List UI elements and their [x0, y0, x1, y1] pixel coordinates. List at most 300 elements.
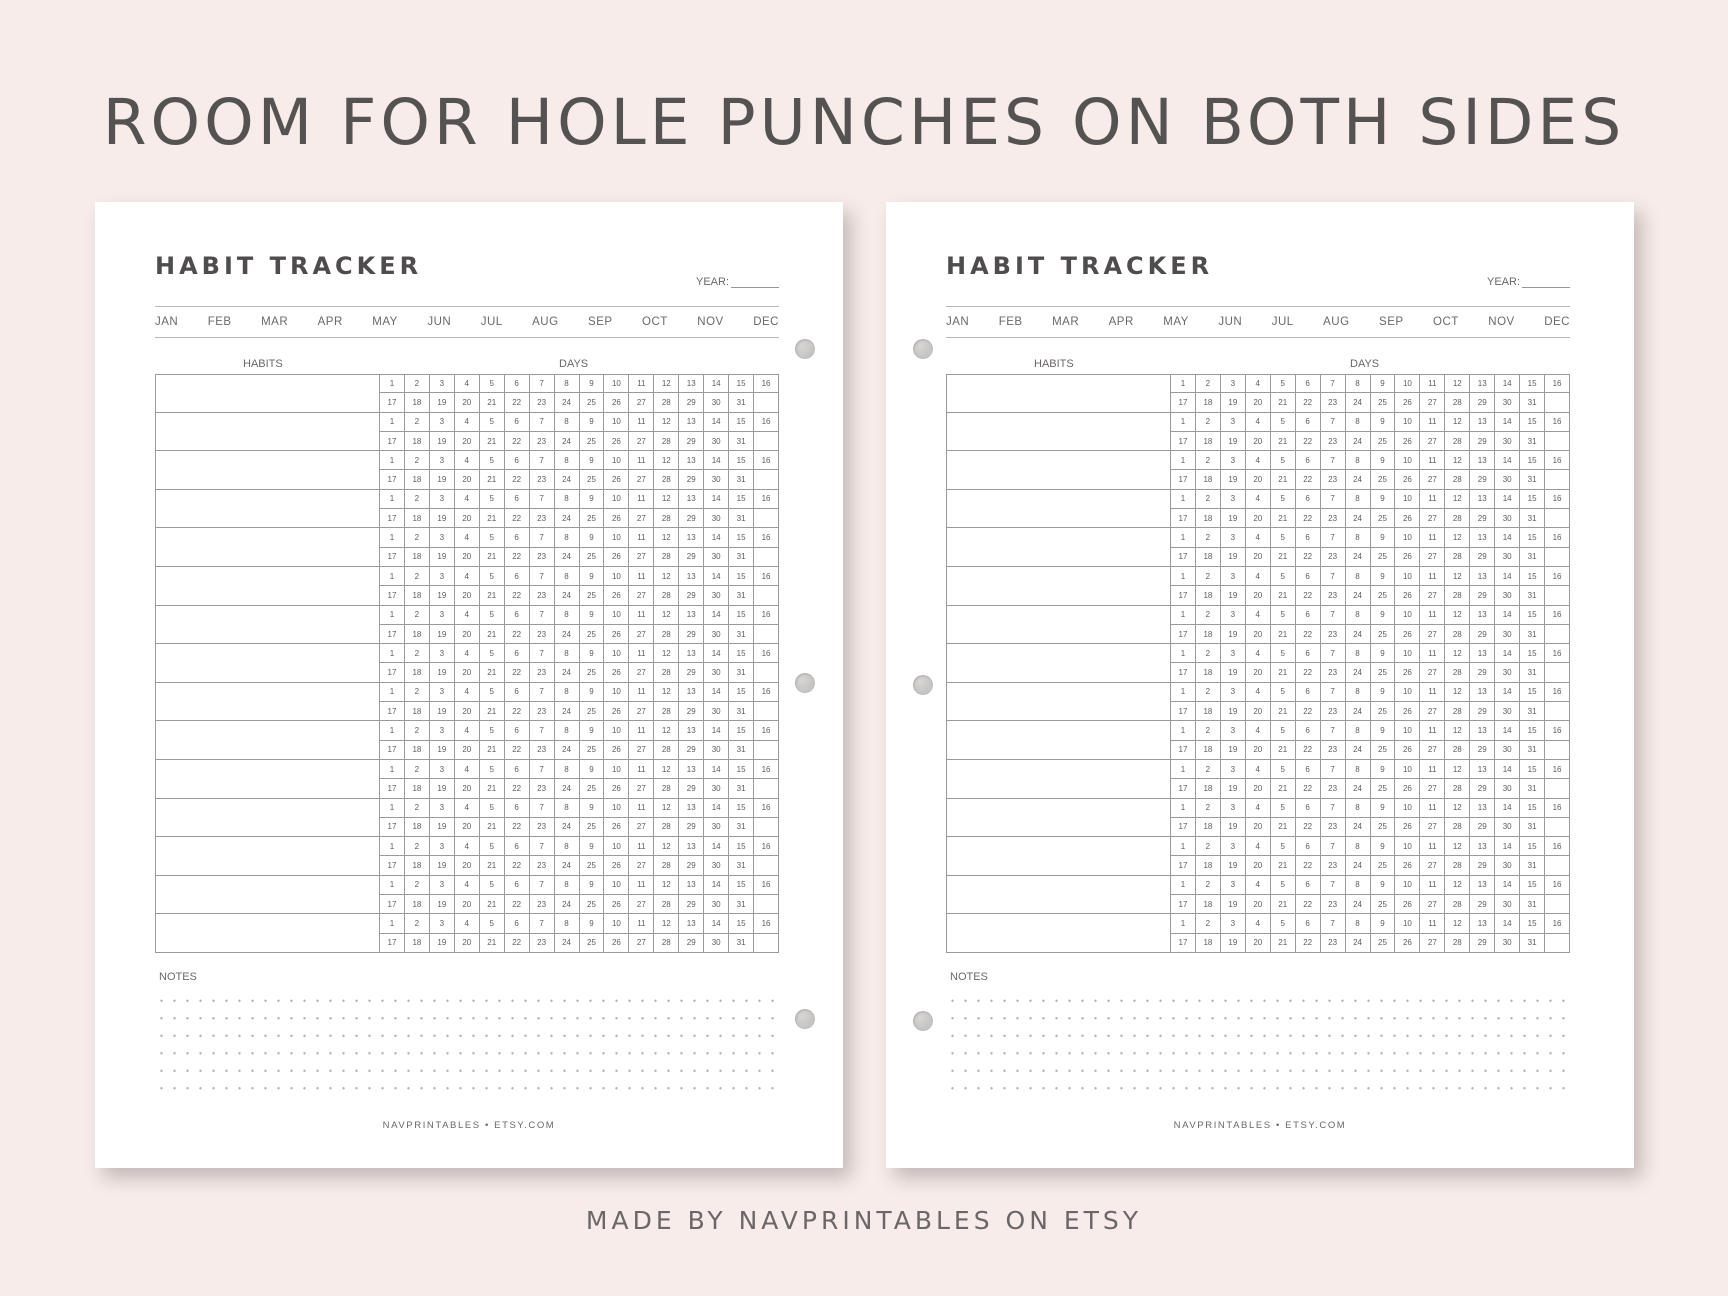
day-cell[interactable]: 26 — [603, 702, 628, 721]
day-cell[interactable]: 1 — [1170, 760, 1195, 779]
day-cell[interactable]: 19 — [1220, 432, 1245, 451]
day-cell[interactable]: 12 — [1444, 721, 1469, 740]
day-cell[interactable] — [753, 702, 779, 721]
day-cell[interactable]: 17 — [1170, 432, 1195, 451]
day-cell[interactable]: 22 — [1295, 895, 1320, 914]
day-cell[interactable]: 7 — [529, 914, 554, 933]
day-cell[interactable] — [753, 741, 779, 760]
day-cell[interactable]: 10 — [603, 644, 628, 663]
day-cell[interactable]: 22 — [1295, 432, 1320, 451]
day-cell[interactable]: 21 — [479, 586, 504, 605]
day-cell[interactable]: 15 — [1519, 837, 1544, 856]
day-cell[interactable]: 12 — [653, 721, 678, 740]
day-cell[interactable]: 11 — [628, 914, 653, 933]
day-cell[interactable]: 28 — [653, 625, 678, 644]
day-cell[interactable]: 22 — [504, 432, 529, 451]
day-cell[interactable]: 21 — [1270, 432, 1295, 451]
day-cell[interactable]: 12 — [653, 683, 678, 702]
day-cell[interactable]: 13 — [678, 528, 703, 547]
day-cell[interactable]: 26 — [1394, 741, 1419, 760]
day-cell[interactable] — [753, 470, 779, 489]
day-cell[interactable]: 10 — [1394, 413, 1419, 432]
day-cell[interactable]: 8 — [1345, 799, 1370, 818]
day-cell[interactable] — [1544, 393, 1570, 412]
day-cell[interactable]: 22 — [1295, 818, 1320, 837]
day-cell[interactable]: 1 — [379, 567, 404, 586]
day-cell[interactable]: 28 — [1444, 470, 1469, 489]
day-cell[interactable]: 4 — [454, 721, 479, 740]
day-cell[interactable]: 19 — [1220, 586, 1245, 605]
day-cell[interactable]: 22 — [1295, 856, 1320, 875]
day-cell[interactable]: 23 — [1320, 548, 1345, 567]
habit-name-cell[interactable] — [946, 644, 1170, 683]
day-cell[interactable]: 21 — [479, 470, 504, 489]
day-cell[interactable]: 25 — [579, 625, 604, 644]
day-cell[interactable]: 10 — [603, 799, 628, 818]
day-cell[interactable]: 14 — [703, 451, 728, 470]
day-cell[interactable]: 7 — [1320, 644, 1345, 663]
day-cell[interactable]: 18 — [404, 934, 429, 953]
day-cell[interactable]: 2 — [1195, 567, 1220, 586]
day-cell[interactable]: 26 — [603, 663, 628, 682]
day-cell[interactable]: 16 — [1544, 799, 1570, 818]
day-cell[interactable]: 27 — [1419, 470, 1444, 489]
day-cell[interactable]: 4 — [1245, 413, 1270, 432]
day-cell[interactable]: 6 — [504, 876, 529, 895]
day-cell[interactable]: 25 — [1370, 895, 1395, 914]
day-cell[interactable]: 6 — [1295, 606, 1320, 625]
day-cell[interactable]: 6 — [1295, 721, 1320, 740]
day-cell[interactable]: 5 — [479, 451, 504, 470]
habit-name-cell[interactable] — [155, 914, 379, 953]
day-cell[interactable]: 22 — [504, 509, 529, 528]
day-cell[interactable]: 3 — [1220, 528, 1245, 547]
day-cell[interactable]: 12 — [1444, 760, 1469, 779]
day-cell[interactable]: 6 — [1295, 683, 1320, 702]
day-cell[interactable]: 14 — [1494, 413, 1519, 432]
day-cell[interactable]: 30 — [703, 470, 728, 489]
day-cell[interactable]: 22 — [1295, 548, 1320, 567]
day-cell[interactable]: 25 — [1370, 934, 1395, 953]
day-cell[interactable]: 2 — [1195, 606, 1220, 625]
day-cell[interactable]: 14 — [1494, 760, 1519, 779]
day-cell[interactable]: 3 — [1220, 760, 1245, 779]
month-nov[interactable]: NOV — [697, 316, 724, 328]
day-cell[interactable]: 11 — [1419, 606, 1444, 625]
day-cell[interactable]: 22 — [504, 625, 529, 644]
day-cell[interactable]: 28 — [1444, 934, 1469, 953]
day-cell[interactable]: 14 — [703, 374, 728, 393]
day-cell[interactable]: 7 — [529, 876, 554, 895]
day-cell[interactable]: 3 — [1220, 374, 1245, 393]
day-cell[interactable]: 9 — [579, 760, 604, 779]
day-cell[interactable]: 27 — [628, 625, 653, 644]
day-cell[interactable]: 20 — [454, 625, 479, 644]
day-cell[interactable] — [753, 779, 779, 798]
day-cell[interactable]: 16 — [753, 451, 779, 470]
month-aug[interactable]: AUG — [532, 316, 559, 328]
day-cell[interactable]: 14 — [703, 644, 728, 663]
day-cell[interactable]: 9 — [579, 799, 604, 818]
day-cell[interactable]: 23 — [1320, 663, 1345, 682]
day-cell[interactable]: 14 — [703, 914, 728, 933]
day-cell[interactable]: 29 — [1469, 509, 1494, 528]
day-cell[interactable]: 27 — [1419, 856, 1444, 875]
day-cell[interactable]: 20 — [1245, 432, 1270, 451]
day-cell[interactable]: 12 — [653, 490, 678, 509]
day-cell[interactable]: 24 — [1345, 663, 1370, 682]
day-cell[interactable]: 13 — [1469, 683, 1494, 702]
day-cell[interactable]: 6 — [504, 760, 529, 779]
day-cell[interactable]: 22 — [504, 856, 529, 875]
day-cell[interactable]: 18 — [404, 432, 429, 451]
day-cell[interactable]: 24 — [554, 741, 579, 760]
day-cell[interactable]: 16 — [753, 567, 779, 586]
day-cell[interactable]: 22 — [504, 586, 529, 605]
day-cell[interactable]: 5 — [479, 799, 504, 818]
day-cell[interactable]: 29 — [678, 548, 703, 567]
day-cell[interactable]: 6 — [504, 490, 529, 509]
day-cell[interactable] — [1544, 856, 1570, 875]
day-cell[interactable]: 11 — [628, 413, 653, 432]
day-cell[interactable]: 8 — [554, 451, 579, 470]
day-cell[interactable]: 14 — [1494, 374, 1519, 393]
day-cell[interactable]: 8 — [554, 914, 579, 933]
day-cell[interactable]: 19 — [429, 432, 454, 451]
day-cell[interactable]: 13 — [1469, 490, 1494, 509]
day-cell[interactable]: 9 — [1370, 567, 1395, 586]
day-cell[interactable]: 14 — [1494, 451, 1519, 470]
day-cell[interactable] — [1544, 779, 1570, 798]
month-nov[interactable]: NOV — [1488, 316, 1515, 328]
day-cell[interactable]: 21 — [479, 741, 504, 760]
day-cell[interactable]: 31 — [1519, 432, 1544, 451]
day-cell[interactable]: 17 — [1170, 509, 1195, 528]
day-cell[interactable]: 18 — [404, 625, 429, 644]
day-cell[interactable]: 17 — [379, 702, 404, 721]
day-cell[interactable]: 28 — [1444, 432, 1469, 451]
day-cell[interactable]: 14 — [703, 683, 728, 702]
day-cell[interactable]: 25 — [1370, 779, 1395, 798]
day-cell[interactable]: 22 — [504, 779, 529, 798]
day-cell[interactable]: 24 — [554, 586, 579, 605]
day-cell[interactable]: 4 — [454, 876, 479, 895]
day-cell[interactable]: 30 — [703, 741, 728, 760]
day-cell[interactable]: 31 — [1519, 586, 1544, 605]
day-cell[interactable]: 25 — [1370, 432, 1395, 451]
day-cell[interactable]: 31 — [728, 895, 753, 914]
day-cell[interactable]: 13 — [1469, 644, 1494, 663]
day-cell[interactable]: 16 — [753, 683, 779, 702]
day-cell[interactable]: 26 — [1394, 856, 1419, 875]
day-cell[interactable]: 22 — [1295, 470, 1320, 489]
day-cell[interactable]: 6 — [504, 606, 529, 625]
day-cell[interactable]: 25 — [579, 548, 604, 567]
day-cell[interactable]: 28 — [1444, 663, 1469, 682]
day-cell[interactable]: 22 — [1295, 393, 1320, 412]
day-cell[interactable]: 12 — [1444, 490, 1469, 509]
day-cell[interactable]: 20 — [454, 779, 479, 798]
day-cell[interactable]: 10 — [1394, 451, 1419, 470]
day-cell[interactable]: 9 — [579, 451, 604, 470]
day-cell[interactable]: 10 — [1394, 876, 1419, 895]
day-cell[interactable]: 23 — [1320, 470, 1345, 489]
day-cell[interactable]: 1 — [1170, 374, 1195, 393]
day-cell[interactable]: 26 — [1394, 895, 1419, 914]
day-cell[interactable]: 21 — [479, 818, 504, 837]
day-cell[interactable]: 19 — [1220, 702, 1245, 721]
day-cell[interactable]: 6 — [504, 413, 529, 432]
day-cell[interactable] — [1544, 470, 1570, 489]
day-cell[interactable]: 8 — [554, 644, 579, 663]
day-cell[interactable]: 6 — [1295, 799, 1320, 818]
day-cell[interactable]: 25 — [1370, 586, 1395, 605]
habit-name-cell[interactable] — [155, 644, 379, 683]
day-cell[interactable]: 4 — [454, 528, 479, 547]
day-cell[interactable]: 16 — [753, 413, 779, 432]
month-sep[interactable]: SEP — [588, 316, 613, 328]
day-cell[interactable]: 1 — [1170, 799, 1195, 818]
day-cell[interactable]: 28 — [653, 702, 678, 721]
day-cell[interactable]: 15 — [728, 799, 753, 818]
day-cell[interactable] — [1544, 432, 1570, 451]
month-oct[interactable]: OCT — [642, 316, 668, 328]
month-jan[interactable]: JAN — [155, 316, 179, 328]
day-cell[interactable]: 25 — [579, 470, 604, 489]
day-cell[interactable]: 15 — [1519, 490, 1544, 509]
day-cell[interactable]: 8 — [1345, 528, 1370, 547]
day-cell[interactable]: 14 — [703, 799, 728, 818]
day-cell[interactable]: 27 — [628, 741, 653, 760]
day-cell[interactable]: 1 — [1170, 528, 1195, 547]
day-cell[interactable]: 3 — [1220, 799, 1245, 818]
day-cell[interactable]: 26 — [603, 586, 628, 605]
day-cell[interactable]: 25 — [1370, 741, 1395, 760]
day-cell[interactable]: 11 — [1419, 683, 1444, 702]
day-cell[interactable]: 19 — [1220, 895, 1245, 914]
day-cell[interactable]: 16 — [753, 760, 779, 779]
day-cell[interactable]: 31 — [1519, 663, 1544, 682]
day-cell[interactable]: 10 — [603, 721, 628, 740]
day-cell[interactable]: 15 — [1519, 876, 1544, 895]
day-cell[interactable]: 11 — [1419, 413, 1444, 432]
day-cell[interactable]: 12 — [653, 606, 678, 625]
day-cell[interactable]: 16 — [753, 606, 779, 625]
habit-name-cell[interactable] — [946, 914, 1170, 953]
day-cell[interactable]: 1 — [379, 374, 404, 393]
day-cell[interactable]: 4 — [454, 683, 479, 702]
habit-name-cell[interactable] — [946, 451, 1170, 490]
day-cell[interactable]: 10 — [1394, 528, 1419, 547]
day-cell[interactable]: 16 — [1544, 914, 1570, 933]
day-cell[interactable]: 20 — [1245, 625, 1270, 644]
day-cell[interactable]: 8 — [554, 799, 579, 818]
day-cell[interactable]: 21 — [1270, 934, 1295, 953]
day-cell[interactable]: 25 — [579, 702, 604, 721]
day-cell[interactable]: 11 — [628, 451, 653, 470]
day-cell[interactable]: 3 — [1220, 683, 1245, 702]
day-cell[interactable]: 5 — [1270, 876, 1295, 895]
day-cell[interactable]: 7 — [1320, 490, 1345, 509]
day-cell[interactable]: 12 — [1444, 528, 1469, 547]
day-cell[interactable]: 26 — [603, 856, 628, 875]
day-cell[interactable]: 31 — [1519, 934, 1544, 953]
day-cell[interactable]: 23 — [529, 779, 554, 798]
day-cell[interactable]: 21 — [1270, 548, 1295, 567]
day-cell[interactable]: 9 — [579, 683, 604, 702]
day-cell[interactable]: 2 — [404, 837, 429, 856]
day-cell[interactable]: 22 — [1295, 625, 1320, 644]
day-cell[interactable]: 20 — [454, 509, 479, 528]
day-cell[interactable]: 2 — [1195, 451, 1220, 470]
day-cell[interactable]: 22 — [1295, 779, 1320, 798]
day-cell[interactable]: 24 — [554, 625, 579, 644]
day-cell[interactable]: 21 — [1270, 470, 1295, 489]
habit-name-cell[interactable] — [155, 721, 379, 760]
day-cell[interactable]: 16 — [753, 837, 779, 856]
day-cell[interactable]: 16 — [1544, 451, 1570, 470]
day-cell[interactable]: 22 — [504, 895, 529, 914]
day-cell[interactable]: 22 — [504, 548, 529, 567]
day-cell[interactable]: 6 — [504, 451, 529, 470]
day-cell[interactable]: 3 — [429, 721, 454, 740]
month-apr[interactable]: APR — [317, 316, 343, 328]
day-cell[interactable]: 4 — [1245, 644, 1270, 663]
day-cell[interactable]: 29 — [678, 432, 703, 451]
day-cell[interactable]: 24 — [1345, 393, 1370, 412]
day-cell[interactable]: 4 — [454, 413, 479, 432]
day-cell[interactable]: 17 — [379, 625, 404, 644]
day-cell[interactable]: 3 — [429, 876, 454, 895]
day-cell[interactable]: 5 — [479, 413, 504, 432]
day-cell[interactable]: 2 — [1195, 644, 1220, 663]
day-cell[interactable]: 1 — [1170, 567, 1195, 586]
day-cell[interactable]: 4 — [1245, 606, 1270, 625]
day-cell[interactable]: 31 — [728, 741, 753, 760]
day-cell[interactable]: 10 — [603, 914, 628, 933]
day-cell[interactable]: 8 — [1345, 490, 1370, 509]
day-cell[interactable]: 15 — [728, 837, 753, 856]
day-cell[interactable]: 26 — [1394, 393, 1419, 412]
day-cell[interactable]: 19 — [1220, 548, 1245, 567]
day-cell[interactable]: 27 — [1419, 625, 1444, 644]
day-cell[interactable]: 15 — [728, 914, 753, 933]
day-cell[interactable]: 16 — [753, 374, 779, 393]
day-cell[interactable]: 10 — [603, 876, 628, 895]
day-cell[interactable]: 9 — [579, 837, 604, 856]
day-cell[interactable]: 6 — [1295, 914, 1320, 933]
day-cell[interactable]: 15 — [728, 721, 753, 740]
day-cell[interactable]: 18 — [404, 663, 429, 682]
day-cell[interactable]: 8 — [1345, 683, 1370, 702]
day-cell[interactable]: 26 — [1394, 509, 1419, 528]
day-cell[interactable]: 24 — [1345, 818, 1370, 837]
day-cell[interactable]: 5 — [1270, 451, 1295, 470]
day-cell[interactable]: 16 — [753, 799, 779, 818]
day-cell[interactable]: 13 — [678, 837, 703, 856]
habit-name-cell[interactable] — [946, 799, 1170, 838]
day-cell[interactable]: 4 — [1245, 490, 1270, 509]
day-cell[interactable]: 2 — [1195, 760, 1220, 779]
day-cell[interactable]: 18 — [1195, 856, 1220, 875]
day-cell[interactable]: 27 — [1419, 741, 1444, 760]
day-cell[interactable]: 23 — [1320, 818, 1345, 837]
day-cell[interactable]: 7 — [1320, 567, 1345, 586]
day-cell[interactable]: 28 — [653, 470, 678, 489]
day-cell[interactable]: 23 — [529, 625, 554, 644]
habit-name-cell[interactable] — [946, 374, 1170, 413]
month-feb[interactable]: FEB — [998, 316, 1023, 328]
day-cell[interactable]: 9 — [1370, 721, 1395, 740]
day-cell[interactable]: 28 — [653, 895, 678, 914]
day-cell[interactable]: 17 — [1170, 393, 1195, 412]
day-cell[interactable]: 11 — [1419, 451, 1444, 470]
day-cell[interactable]: 14 — [703, 490, 728, 509]
day-cell[interactable]: 3 — [1220, 413, 1245, 432]
day-cell[interactable]: 14 — [1494, 606, 1519, 625]
day-cell[interactable]: 28 — [653, 663, 678, 682]
day-cell[interactable]: 10 — [1394, 606, 1419, 625]
day-cell[interactable]: 18 — [404, 895, 429, 914]
day-cell[interactable]: 30 — [1494, 470, 1519, 489]
day-cell[interactable] — [753, 934, 779, 953]
habit-name-cell[interactable] — [946, 876, 1170, 915]
day-cell[interactable]: 28 — [1444, 779, 1469, 798]
day-cell[interactable]: 28 — [1444, 509, 1469, 528]
day-cell[interactable]: 24 — [1345, 702, 1370, 721]
day-cell[interactable]: 13 — [1469, 876, 1494, 895]
day-cell[interactable]: 23 — [1320, 586, 1345, 605]
day-cell[interactable]: 8 — [1345, 451, 1370, 470]
day-cell[interactable]: 23 — [1320, 509, 1345, 528]
day-cell[interactable]: 31 — [1519, 625, 1544, 644]
day-cell[interactable]: 30 — [1494, 393, 1519, 412]
day-cell[interactable]: 18 — [1195, 432, 1220, 451]
day-cell[interactable]: 29 — [1469, 818, 1494, 837]
day-cell[interactable]: 8 — [1345, 567, 1370, 586]
day-cell[interactable]: 16 — [1544, 644, 1570, 663]
day-cell[interactable]: 30 — [703, 393, 728, 412]
day-cell[interactable]: 31 — [728, 509, 753, 528]
day-cell[interactable]: 27 — [628, 934, 653, 953]
day-cell[interactable]: 21 — [1270, 625, 1295, 644]
day-cell[interactable]: 15 — [728, 451, 753, 470]
day-cell[interactable]: 14 — [703, 567, 728, 586]
day-cell[interactable]: 3 — [1220, 490, 1245, 509]
day-cell[interactable]: 30 — [703, 895, 728, 914]
day-cell[interactable]: 5 — [1270, 837, 1295, 856]
day-cell[interactable]: 7 — [1320, 760, 1345, 779]
day-cell[interactable]: 24 — [554, 702, 579, 721]
day-cell[interactable]: 15 — [1519, 606, 1544, 625]
day-cell[interactable]: 10 — [603, 567, 628, 586]
day-cell[interactable]: 29 — [678, 470, 703, 489]
day-cell[interactable]: 28 — [1444, 741, 1469, 760]
day-cell[interactable]: 19 — [1220, 663, 1245, 682]
day-cell[interactable]: 10 — [603, 528, 628, 547]
day-cell[interactable]: 26 — [1394, 548, 1419, 567]
month-feb[interactable]: FEB — [207, 316, 232, 328]
day-cell[interactable]: 21 — [479, 663, 504, 682]
day-cell[interactable]: 8 — [554, 837, 579, 856]
day-cell[interactable]: 31 — [728, 432, 753, 451]
day-cell[interactable]: 24 — [1345, 741, 1370, 760]
day-cell[interactable]: 3 — [429, 799, 454, 818]
day-cell[interactable]: 13 — [1469, 760, 1494, 779]
day-cell[interactable] — [753, 509, 779, 528]
day-cell[interactable]: 19 — [1220, 470, 1245, 489]
day-cell[interactable]: 28 — [653, 509, 678, 528]
